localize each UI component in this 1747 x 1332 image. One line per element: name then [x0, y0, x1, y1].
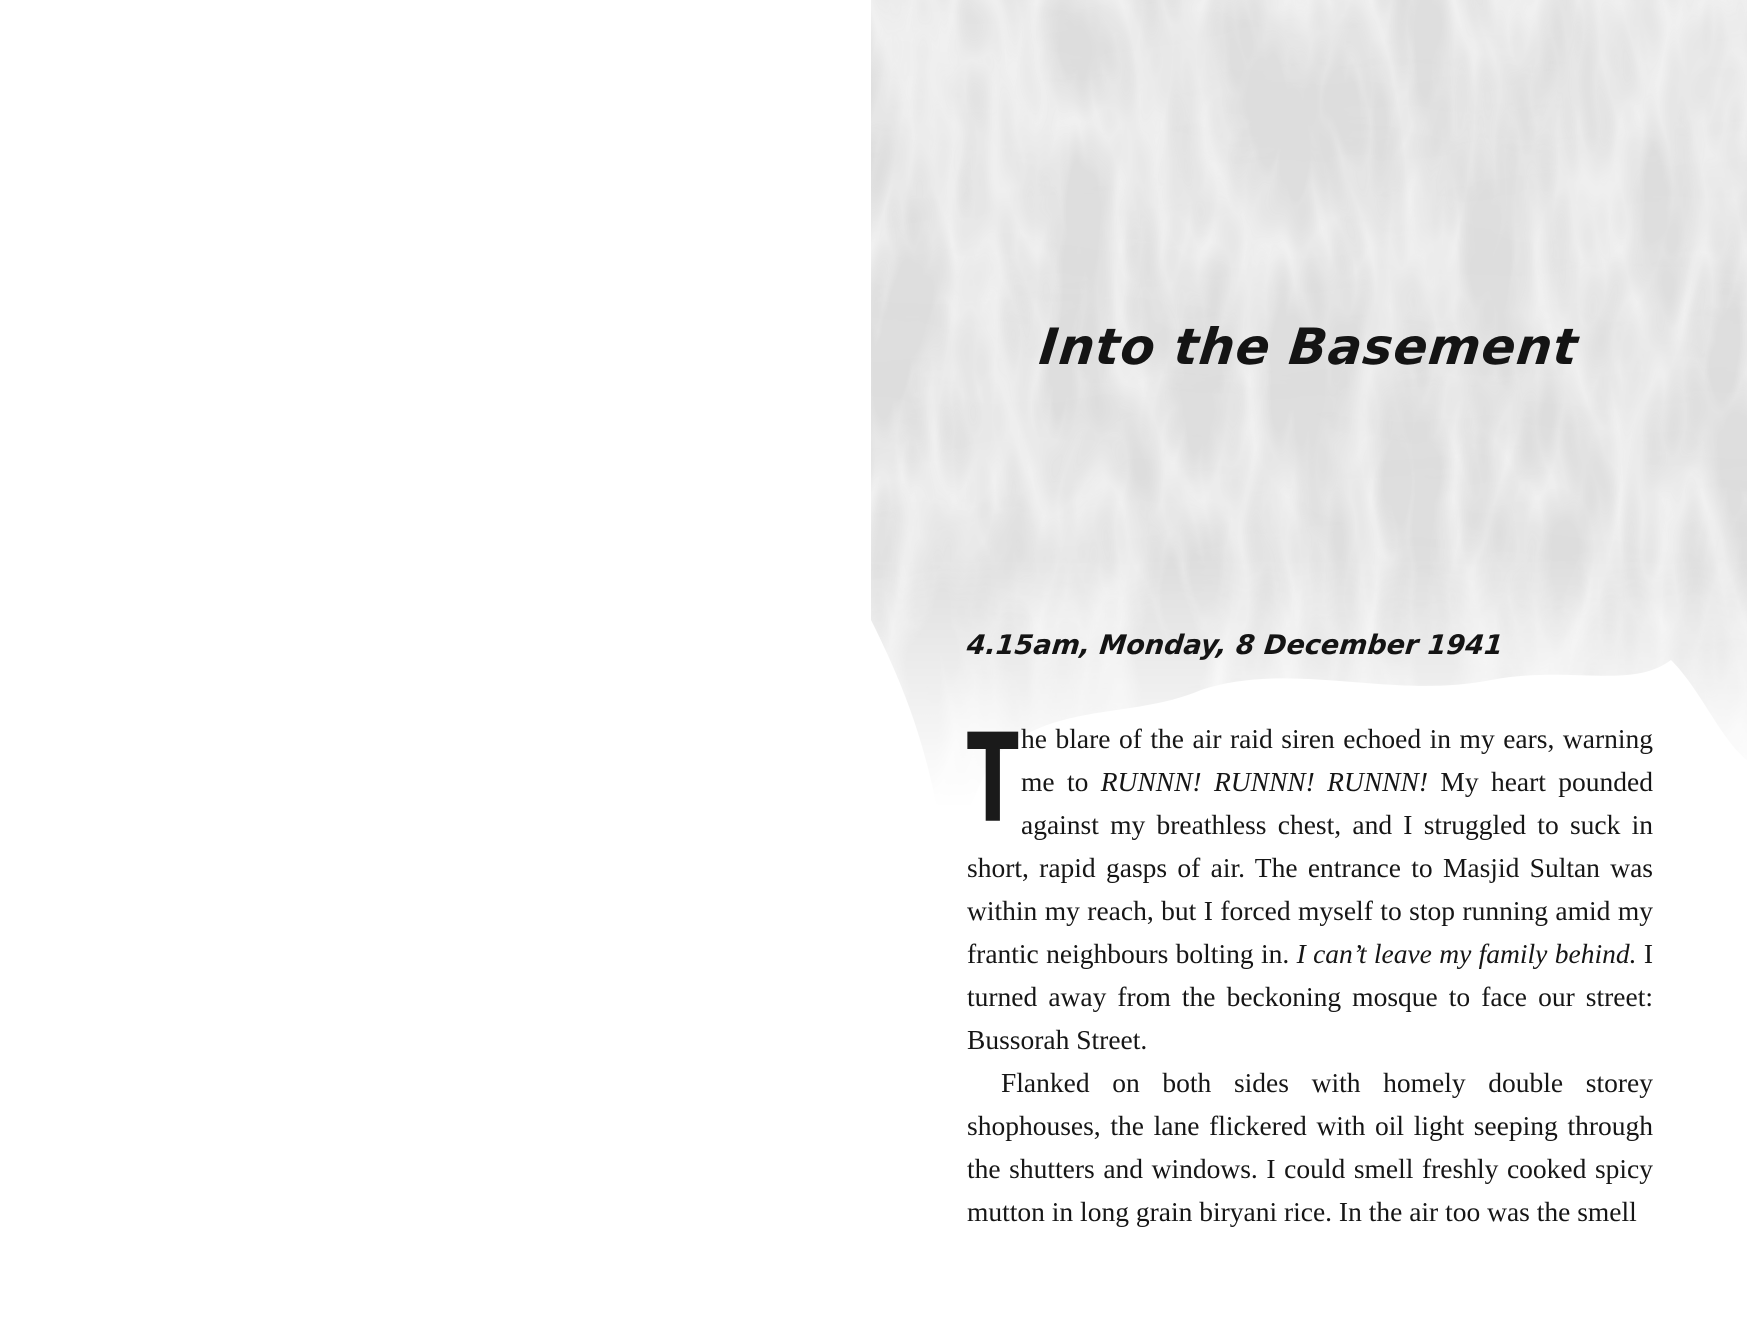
paragraph-2: Flanked on both sides with homely double storey shophouses, the lane flickered with oil light seeping through the shutters and windows. I could smell freshly cooked spicy mutton in long grain biryani rice. In the air too was the smell [967, 1067, 1653, 1227]
chapter-title: Into the Basement [1036, 318, 1582, 376]
paragraph-1 [967, 708, 1653, 1061]
paragraph-1-italic-runnn: RUNNN! RUNNN! RUNNN! [1100, 766, 1429, 797]
chapter-timestamp: 4.15am, Monday, 8 December 1941 [965, 630, 1505, 661]
paragraph-1-italic-thought: I can’t leave my family behind. [1296, 938, 1637, 969]
left-page-blank [0, 0, 871, 1332]
paragraph-1-text-a: he blare of the air raid siren echoed in my ears, warning me to [1021, 723, 1653, 797]
paragraph-1-text-b: My heart pounded against my breathless chest, and I struggled to suck in short, rapid gasps of air. The entrance to Masjid Sultan was within my reach, but I forced myself to stop running amid my frantic neighbours bolting in. [967, 766, 1653, 969]
chapter-body [967, 708, 1653, 1233]
right-page [871, 0, 1747, 1332]
paragraph-1-text-c: I turned away from the beckoning mosque to face our street: Bussorah Street. [967, 938, 1653, 1055]
drop-cap-letter: T [967, 708, 1019, 850]
